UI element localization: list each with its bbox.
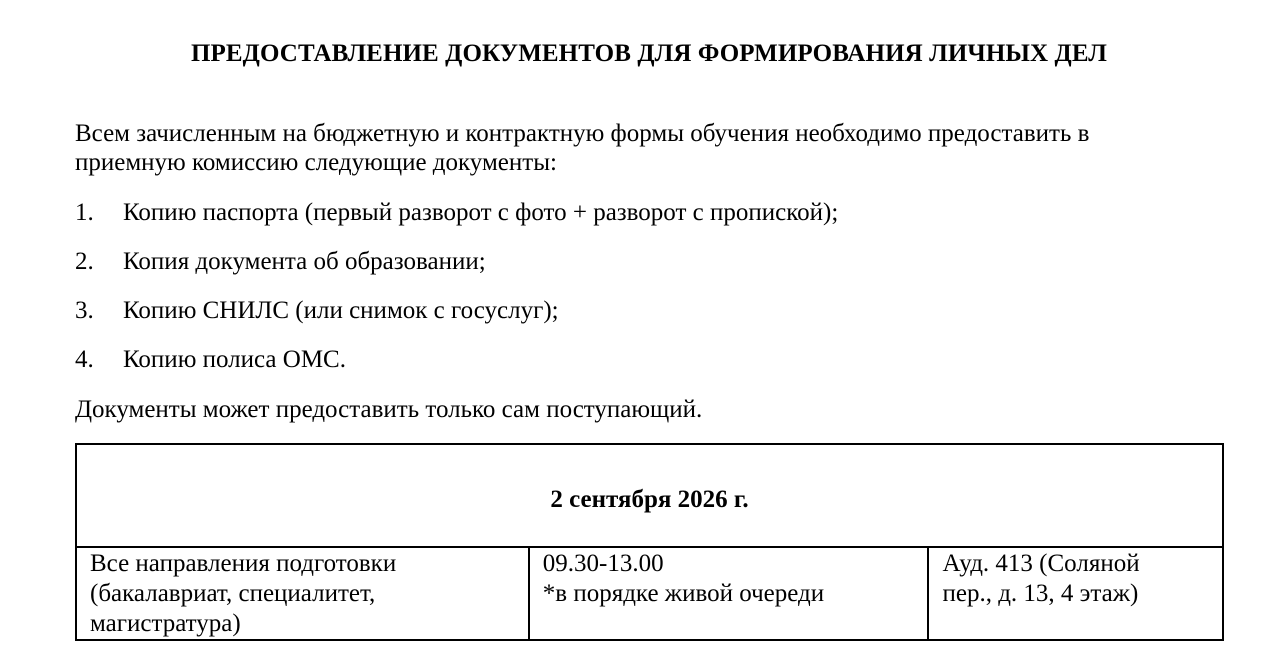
list-item-number: 2. [75,248,94,275]
intro-line: приемную комиссию следующие документы: [75,149,557,176]
schedule-table [75,443,1224,641]
list-item [75,345,838,394]
table-header-row [76,444,1223,547]
list-item [75,296,838,345]
list-item-number: 3. [75,297,94,324]
list-item-text: Копию СНИЛС (или снимок с госуслуг); [123,297,559,324]
schedule-date: 2 сентября 2026 г. [76,444,1223,547]
time-note: *в порядке живой очереди [542,580,825,607]
programs-line: Все направления подготовки [90,550,397,577]
time-range: 09.30-13.00 [542,550,664,577]
list-item-text: Копия документа об образовании; [123,248,486,275]
list-item-text: Копию паспорта (первый разворот с фото + разворот с пропиской); [123,199,839,226]
location-line: пер., д. 13, 4 этаж) [942,580,1139,607]
note-text: Документы может предоставить только сам поступающий. [75,396,703,423]
page-title: ПРЕДОСТАВЛЕНИЕ ДОКУМЕНТОВ ДЛЯ ФОРМИРОВАНИЯ ЛИЧНЫХ ДЕЛ [190,40,1108,67]
list-item-number: 4. [75,346,94,373]
intro-paragraph [75,119,1225,177]
location-line: Ауд. 413 (Соляной [942,550,1140,577]
list-item [75,198,838,247]
list-item-text: Копию полиса ОМС. [123,346,346,373]
table-row [76,547,1223,640]
programs-cell [76,547,529,640]
time-cell [529,547,929,640]
location-cell [928,547,1223,640]
list-item-number: 1. [75,199,94,226]
programs-line: магистратура) [90,610,241,637]
list-item [75,247,838,296]
programs-line: (бакалавриат, специалитет, [90,580,376,607]
required-documents-list [75,198,838,394]
intro-line: Всем зачисленным на бюджетную и контрактную формы обучения необходимо предоставить в [75,120,1090,147]
